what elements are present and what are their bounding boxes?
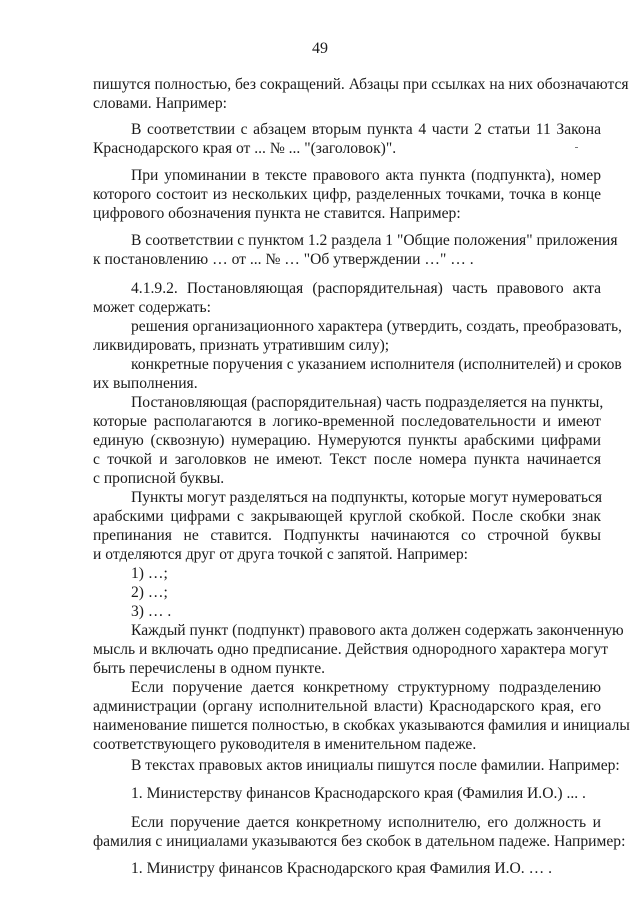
text-line: наименование пишется полностью, в скобках указываются фамилия и инициалы <box>93 717 630 734</box>
text-line: Если поручение дается конкретному структурному подразделению <box>131 679 601 696</box>
text-line: препинания не ставится. Подпункты начинаются со строчной буквы <box>93 527 601 544</box>
text-line: их выполнения. <box>93 375 198 392</box>
text-line: быть перечислены в одном пункте. <box>93 660 326 677</box>
text-line: и отделяются друг от друга точкой с запятой. Например: <box>93 546 468 563</box>
example-line: к постановлению … от ... № … "Об утверждении …" … . <box>93 251 474 268</box>
text-line: может содержать: <box>93 299 211 316</box>
text-line: цифрового обозначения пункта не ставится. Например: <box>93 205 461 222</box>
list-item: 3) … . <box>131 603 172 620</box>
text-line: с точкой и заголовков не имеют. Текст после номера пункта начинается <box>93 451 601 468</box>
example-line: Краснодарского края от ... № ... "(заголовок)". <box>93 140 397 157</box>
text-line: Пункты могут разделяться на подпункты, которые могут нумероваться <box>131 489 603 506</box>
text-line: арабскими цифрами с закрывающей круглой скобкой. После скобки знак <box>93 508 601 525</box>
text-line: При упоминании в тексте правового акта пункта (подпункта), номер <box>131 167 601 184</box>
list-item: 1) …; <box>131 565 168 582</box>
list-item: 2) …; <box>131 584 168 601</box>
text-line: с прописной буквы. <box>93 470 225 487</box>
section-heading-line: 4.1.9.2. Постановляющая (распорядительная) часть правового акта <box>131 280 601 297</box>
text-line: конкретные поручения с указанием исполнителя (исполнителей) и сроков <box>131 356 622 373</box>
text-line: фамилия с инициалами указываются без скобок в дательном падеже. Например: <box>93 833 626 850</box>
text-line: пишутся полностью, без сокращений. Абзацы при ссылках на них обозначаются <box>93 76 629 93</box>
text-line: администрации (органу исполнительной власти) Краснодарского края, его <box>93 698 601 715</box>
page-number: 49 <box>312 40 328 57</box>
example-line: 1. Министру финансов Краснодарского края Фамилия И.О. … . <box>131 860 552 877</box>
text-line: ликвидировать, признать утратившим силу); <box>93 337 390 354</box>
text-line: которого состоит из нескольких цифр, разделенных точками, точка в конце <box>93 186 601 203</box>
example-line: 1. Министерству финансов Краснодарского края (Фамилия И.О.) ... . <box>131 785 586 802</box>
example-line: В соответствии с абзацем вторым пункта 4 части 2 статьи 11 Закона <box>131 121 601 138</box>
text-line: словами. Например: <box>93 95 227 112</box>
text-line: единую (сквозную) нумерацию. Нумеруются пункты арабскими цифрами <box>93 432 601 449</box>
text-line: мысль и включать одно предписание. Действия однородного характера могут <box>93 641 609 658</box>
text-line: Каждый пункт (подпункт) правового акта должен содержать законченную <box>131 622 624 639</box>
example-line: В соответствии с пунктом 1.2 раздела 1 "Общие положения" приложения <box>131 232 618 249</box>
text-line: соответствующего руководителя в именительном падеже. <box>93 736 477 753</box>
text-line: Постановляющая (распорядительная) часть подразделяется на пункты, <box>131 394 604 411</box>
text-line: решения организационного характера (утвердить, создать, преобразовать, <box>131 318 622 335</box>
text-line: В текстах правовых актов инициалы пишутся после фамилии. Например: <box>131 757 620 774</box>
text-line: которые располагаются в логико-временной последовательности и имеют <box>93 413 601 430</box>
text-line: Если поручение дается конкретному исполнителю, его должность и <box>131 814 601 831</box>
